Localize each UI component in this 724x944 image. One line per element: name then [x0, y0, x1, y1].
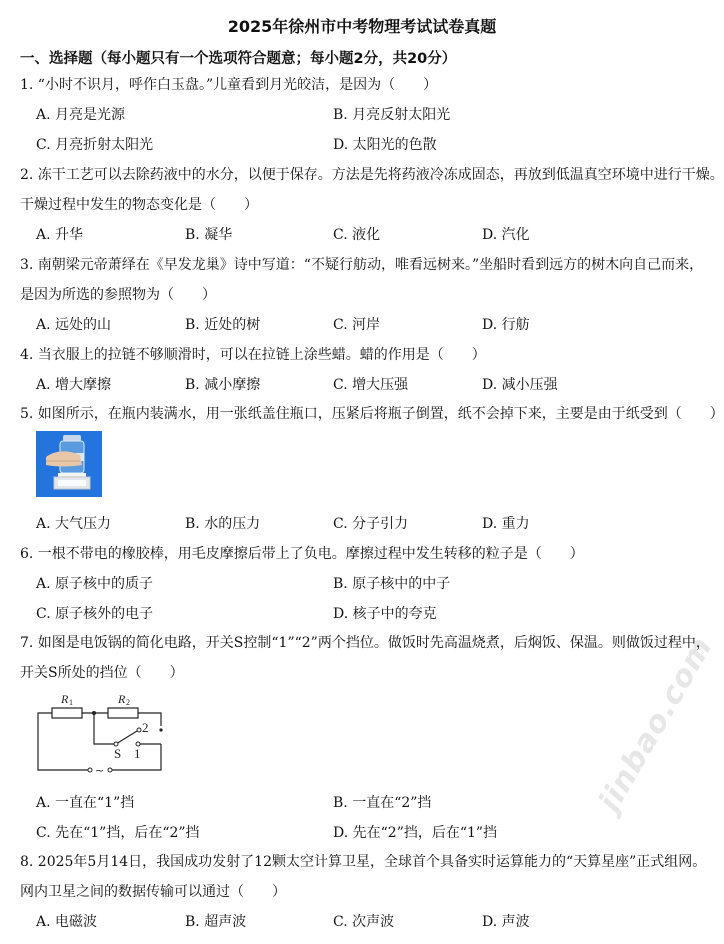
- section-heading: 一、选择题（每小题只有一个选项符合题意；每小题2分，共20分）: [20, 51, 457, 67]
- q8-option-d: D. 声波: [482, 914, 530, 930]
- q6-option-a: A. 原子核中的质子: [36, 576, 154, 592]
- q4-option-c: C. 增大压强: [333, 377, 409, 393]
- q7-option-a: A. 一直在“1”挡: [36, 795, 135, 811]
- q1-option-c: C. 月亮折射太阳光: [36, 137, 154, 153]
- question-8-stem-line2: 网内卫星之间的数据传输可以通过（ ）: [20, 884, 286, 900]
- question-7-stem-line2: 开关S所处的挡位（ ）: [20, 665, 184, 681]
- q5-option-c: C. 分子引力: [333, 516, 409, 532]
- q3-option-d: D. 行舫: [482, 317, 530, 333]
- q2-option-b: B. 凝华: [185, 227, 233, 243]
- question-5-stem: 5. 如图所示，在瓶内装满水，用一张纸盖住瓶口，压紧后将瓶子倒置，纸不会掉下来，主要是由于纸受到（ ）: [20, 406, 724, 422]
- q7-option-d: D. 先在“2”挡，后在“1”挡: [333, 825, 498, 841]
- q3-option-a: A. 远处的山: [36, 317, 112, 333]
- q8-option-b: B. 超声波: [185, 914, 247, 930]
- q3-option-b: B. 近处的树: [185, 317, 261, 333]
- q1-option-b: B. 月亮反射太阳光: [333, 107, 451, 123]
- question-8-stem-line1: 8. 2025年5月14日，我国成功发射了12颗太空计算卫星，全球首个具备实时运算能力的“天算星座”正式组网。: [20, 854, 707, 870]
- q4-option-a: A. 增大摩擦: [36, 377, 112, 393]
- r1-label: R: [61, 692, 69, 706]
- site-watermark: jinbao.com: [592, 630, 720, 818]
- q2-option-d: D. 汽化: [482, 227, 530, 243]
- r1-subscript: 1: [69, 698, 73, 707]
- ac-source-symbol: ~: [95, 764, 105, 777]
- question-3-stem-line2: 是因为所选的参照物为（ ）: [20, 287, 216, 303]
- page-title: 2025年徐州市中考物理考试试卷真题: [227, 17, 497, 36]
- q8-option-a: A. 电磁波: [36, 914, 98, 930]
- switch-position-1-label: 1: [134, 746, 141, 761]
- inverted-bottle-photo: [36, 431, 102, 497]
- r2-label: R: [118, 692, 126, 706]
- q5-option-a: A. 大气压力: [36, 516, 112, 532]
- switch-position-2-label: 2: [142, 720, 149, 735]
- q4-option-d: D. 减小压强: [482, 377, 558, 393]
- q5-option-d: D. 重力: [482, 516, 530, 532]
- question-3-stem-line1: 3. 南朝梁元帝萧绎在《早发龙巢》诗中写道：“不疑行舫动，唯看远树来。”坐船时看到远方的树木向自己而来，: [20, 257, 704, 273]
- q6-option-c: C. 原子核外的电子: [36, 606, 154, 622]
- r2-subscript: 2: [126, 698, 130, 707]
- rice-cooker-circuit-diagram: [34, 686, 174, 778]
- q8-option-c: C. 次声波: [333, 914, 395, 930]
- q3-option-c: C. 河岸: [333, 317, 381, 333]
- q1-option-d: D. 太阳光的色散: [333, 137, 437, 153]
- question-2-stem-line1: 2. 冻干工艺可以去除药液中的水分，以便于保存。方法是先将药液冷冻成固态，再放到低温真空环境中进行干燥。: [20, 167, 724, 183]
- switch-s-label: S: [114, 746, 122, 761]
- q4-option-b: B. 减小摩擦: [185, 377, 261, 393]
- q6-option-b: B. 原子核中的中子: [333, 576, 451, 592]
- question-2-stem-line2: 干燥过程中发生的物态变化是（ ）: [20, 197, 258, 213]
- question-7-stem-line1: 7. 如图是电饭锅的简化电路，开关S控制“1”“2”两个挡位。做饭时先高温烧煮，后焖饭、保温。则做饭过程中，: [20, 635, 710, 651]
- q7-option-c: C. 先在“1”挡，后在“2”挡: [36, 825, 200, 841]
- q2-option-a: A. 升华: [36, 227, 84, 243]
- q7-option-b: B. 一直在“2”挡: [333, 795, 432, 811]
- q6-option-d: D. 核子中的夸克: [333, 606, 437, 622]
- q2-option-c: C. 液化: [333, 227, 381, 243]
- question-6-stem: 6. 一根不带电的橡胶棒，用毛皮摩擦后带上了负电。摩擦过程中发生转移的粒子是（ ）: [20, 546, 584, 562]
- q5-option-b: B. 水的压力: [185, 516, 261, 532]
- question-4-stem: 4. 当衣服上的拉链不够顺滑时，可以在拉链上涂些蜡。蜡的作用是（ ）: [20, 347, 486, 363]
- question-1-stem: 1. “小时不识月，呼作白玉盘。”儿童看到月光皎洁，是因为（ ）: [20, 77, 438, 93]
- q1-option-a: A. 月亮是光源: [36, 107, 126, 123]
